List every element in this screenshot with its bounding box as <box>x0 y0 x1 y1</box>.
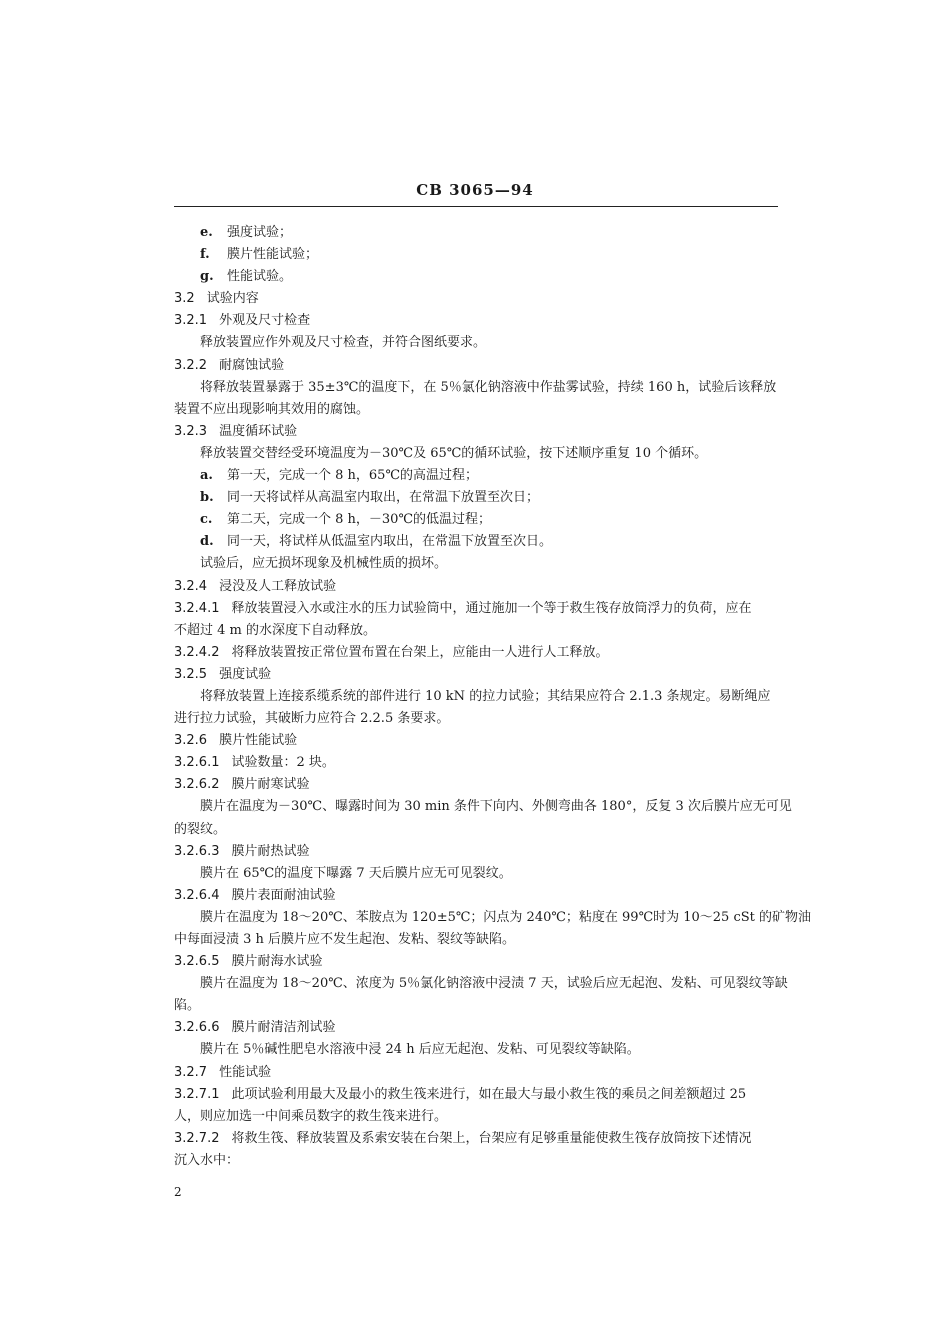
paragraph-line: 将释放装置暴露于 35±3℃的温度下，在 5％氯化钠溶液中作盐雾试验，持续 160 h，试验后该释放 <box>200 379 777 395</box>
section-heading <box>174 1062 778 1084</box>
paragraph-line: 膜片在温度为 18～20℃、浓度为 5％氯化钠溶液中浸渍 7 天，试验后应无起泡、发粘、可见裂纹等缺 <box>200 976 788 992</box>
paragraph-line: 将释放装置上连接系缆系统的部件进行 10 kN 的拉力试验；其结果应符合 2.1.3 条规定。易断绳应 <box>200 688 771 704</box>
section-heading <box>174 1017 778 1039</box>
section-text: 膜片耐热试验 <box>231 843 310 859</box>
paragraph-continuation: 的裂纹。 <box>174 821 227 837</box>
section-heading <box>174 664 778 686</box>
section-heading <box>174 310 778 332</box>
section-number: 3.2.6.6 <box>174 1020 220 1036</box>
section-number: 3.2.4.1 <box>174 600 220 616</box>
list-item <box>174 531 778 553</box>
section-heading <box>174 642 778 664</box>
list-item-text: 同一天，将试样从低温室内取出，在常温下放置至次日。 <box>227 534 553 550</box>
section-text: 膜片耐寒试验 <box>231 777 310 793</box>
section-number: 3.2.3 <box>174 423 208 439</box>
list-item <box>174 244 778 266</box>
page-number: 2 <box>174 1185 182 1199</box>
section-heading <box>174 951 778 973</box>
header-rule <box>174 206 778 207</box>
section-heading <box>174 576 778 598</box>
document-header: CB 3065—94 <box>416 181 534 199</box>
list-item-text: 性能试验。 <box>227 269 293 285</box>
section-text: 膜片耐清洁剂试验 <box>231 1020 336 1036</box>
section-heading <box>174 421 778 443</box>
list-item-label: a. <box>200 468 213 484</box>
section-text: 浸没及人工释放试验 <box>219 578 337 594</box>
section-number: 3.2.6.4 <box>174 887 220 903</box>
section-number: 3.2.6.1 <box>174 755 220 771</box>
list-item-label: c. <box>200 512 213 528</box>
section-heading <box>174 774 778 796</box>
list-item-label: b. <box>200 490 214 506</box>
list-item <box>174 465 778 487</box>
section-number: 3.2.4 <box>174 578 208 594</box>
paragraph-line: 膜片在 65℃的温度下曝露 7 天后膜片应无可见裂纹。 <box>200 865 512 881</box>
list-item-text: 同一天将试样从高温室内取出，在常温下放置至次日； <box>227 490 540 506</box>
paragraph-continuation: 中每面浸渍 3 h 后膜片应不发生起泡、发粘、裂纹等缺陷。 <box>174 932 516 947</box>
section-heading <box>174 1084 778 1106</box>
section-text: 外观及尺寸检查 <box>219 313 311 329</box>
list-item <box>174 266 778 288</box>
section-text: 温度循环试验 <box>219 423 298 439</box>
paragraph-continuation: 装置不应出现影响其效用的腐蚀。 <box>174 401 370 417</box>
section-heading <box>174 752 778 774</box>
section-text: 将救生筏、释放装置及系索安装在台架上，台架应有足够重量能使救生筏存放筒按下述情况 <box>231 1130 752 1146</box>
list-item-text: 第二天，完成一个 8 h，－30℃的低温过程； <box>227 512 491 528</box>
paragraph-continuation: 进行拉力试验，其破断力应符合 2.2.5 条要求。 <box>174 711 450 727</box>
section-text: 膜片性能试验 <box>219 733 298 749</box>
list-item <box>174 487 778 509</box>
section-number: 3.2.7 <box>174 1064 208 1080</box>
list-item-text: 膜片性能试验； <box>227 247 319 263</box>
section-number: 3.2.7.2 <box>174 1130 220 1146</box>
section-text: 性能试验 <box>219 1064 272 1080</box>
list-item <box>174 509 778 531</box>
paragraph-continuation: 人，则应加选一中间乘员数字的救生筏来进行。 <box>174 1108 448 1124</box>
section-text: 试验内容 <box>206 291 259 307</box>
section-number: 3.2.6 <box>174 733 208 749</box>
paragraph-continuation: 陷。 <box>174 998 201 1014</box>
section-text: 强度试验 <box>219 666 272 682</box>
paragraph-line: 膜片在 5％碱性肥皂水溶液中浸 24 h 后应无起泡、发粘、可见裂纹等缺陷。 <box>200 1042 640 1058</box>
section-number: 3.2.2 <box>174 357 208 373</box>
section-heading <box>174 598 778 620</box>
paragraph-continuation: 不超过 4 m 的水深度下自动释放。 <box>174 622 376 638</box>
paragraph-line: 释放装置交替经受环境温度为－30℃及 65℃的循环试验，按下述顺序重复 10 个循环。 <box>200 445 708 461</box>
section-text: 耐腐蚀试验 <box>219 357 285 373</box>
section-heading <box>174 288 778 310</box>
section-number: 3.2.1 <box>174 313 208 329</box>
section-number: 3.2.6.5 <box>174 954 220 970</box>
section-text: 膜片耐海水试验 <box>231 954 323 970</box>
section-number: 3.2 <box>174 291 195 307</box>
list-item-text: 第一天，完成一个 8 h，65℃的高温过程； <box>227 468 478 484</box>
list-item-label: d. <box>200 534 214 550</box>
section-number: 3.2.6.3 <box>174 843 220 859</box>
section-text: 膜片表面耐油试验 <box>231 887 336 903</box>
paragraph-line: 膜片在温度为 18～20℃、苯胺点为 120±5℃；闪点为 240℃；粘度在 99℃时为 10～25 cSt 的矿物油 <box>200 909 812 925</box>
section-heading <box>174 885 778 907</box>
section-text: 此项试验利用最大及最小的救生筏来进行，如在最大与最小救生筏的乘员之间差额超过 25 <box>231 1086 747 1102</box>
list-item-text: 强度试验； <box>227 225 293 240</box>
section-number: 3.2.5 <box>174 666 208 682</box>
section-heading <box>174 841 778 863</box>
section-heading <box>174 355 778 377</box>
list-item-label: e. <box>200 225 213 240</box>
section-heading <box>174 730 778 752</box>
section-heading <box>174 1128 778 1150</box>
paragraph-line: 试验后，应无损坏现象及机械性质的损坏。 <box>200 556 448 572</box>
paragraph-line: 膜片在温度为－30℃、曝露时间为 30 min 条件下向内、外侧弯曲各 180°，反复 3 次后膜片应无可见 <box>200 799 792 815</box>
section-number: 3.2.7.1 <box>174 1086 220 1102</box>
list-item-label: f. <box>200 247 210 263</box>
section-text: 释放装置浸入水或注水的压力试验筒中，通过施加一个等于救生筏存放筒浮力的负荷，应在 <box>231 600 752 616</box>
section-text: 试验数量：2 块。 <box>231 755 335 771</box>
section-number: 3.2.4.2 <box>174 644 220 660</box>
section-number: 3.2.6.2 <box>174 777 220 793</box>
list-item-label: g. <box>200 269 214 285</box>
section-text: 将释放装置按正常位置布置在台架上，应能由一人进行人工释放。 <box>231 644 609 660</box>
list-item <box>174 222 778 244</box>
paragraph-line: 释放装置应作外观及尺寸检查，并符合图纸要求。 <box>200 335 487 351</box>
paragraph-continuation: 沉入水中： <box>174 1152 240 1168</box>
document-body <box>174 222 812 1172</box>
